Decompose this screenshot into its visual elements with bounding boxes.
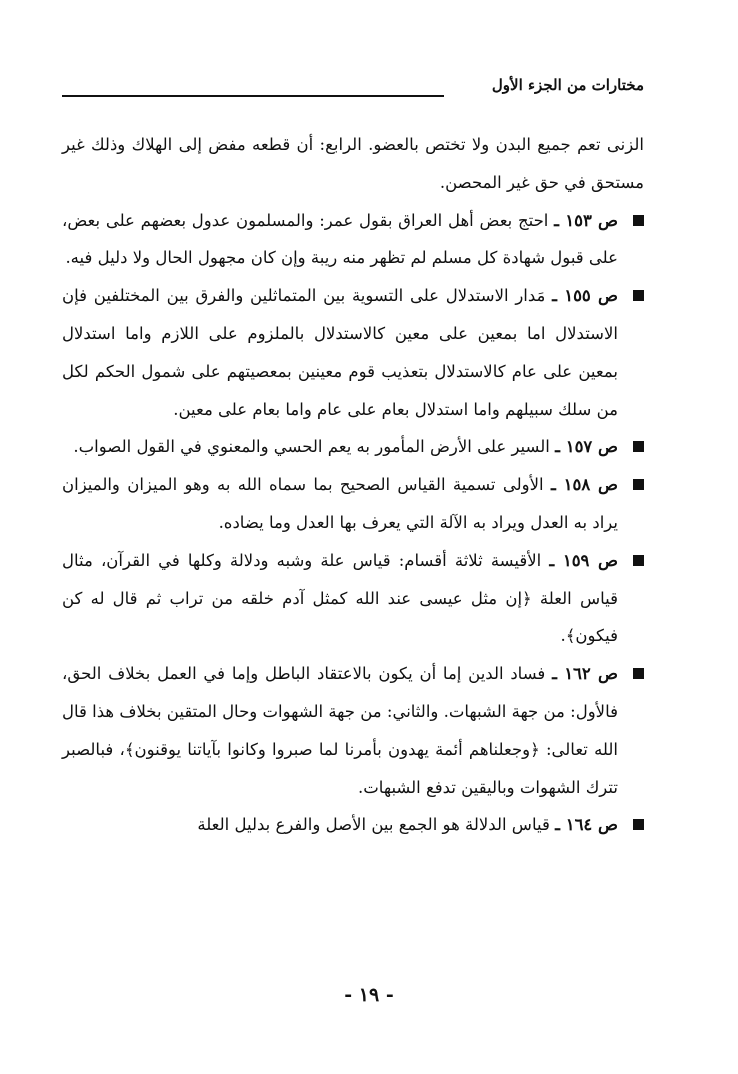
square-bullet-icon bbox=[633, 215, 644, 226]
entry-page-ref: ص ١٥٧ ـ bbox=[555, 437, 618, 457]
square-bullet-icon bbox=[633, 819, 644, 830]
page-body bbox=[62, 126, 644, 844]
entry-page-ref: ص ١٦٤ ـ bbox=[555, 815, 618, 835]
entry-153 bbox=[62, 202, 644, 278]
running-header bbox=[62, 72, 644, 108]
entry-page-ref: ص ١٥٩ ـ bbox=[549, 550, 618, 570]
intro-paragraph: الزنى تعم جميع البدن ولا تختص بالعضو. الرابع: أن قطعه مفض إلى الهلاك وذلك غير مستحق في حق غير المحصن. bbox=[62, 135, 644, 192]
square-bullet-icon bbox=[633, 441, 644, 452]
entry-page-ref: ص ١٦٢ ـ bbox=[552, 664, 618, 684]
entry-text: مَدار الاستدلال على التسوية بين المتماثلين والفرق بين المختلفين فإن الاستدلال اما بمعين على معين كالاستدلال بالملزوم على اللازم واما استدلال بمعين على عام كالاستدلال بتعذيب قوم معينين بمعصيتهم على شمول الحكم لكل من سلك سبيلهم واما استدلال بعام على عام واما بعام على معين. bbox=[62, 286, 618, 419]
entry-159 bbox=[62, 542, 644, 655]
entry-page-ref: ص ١٥٥ ـ bbox=[552, 286, 618, 306]
square-bullet-icon bbox=[633, 290, 644, 301]
entry-text: قياس الدلالة هو الجمع بين الأصل والفرع بدليل العلة bbox=[197, 815, 550, 835]
entry-page-ref: ص ١٥٣ ـ bbox=[554, 210, 618, 230]
entry-text: فساد الدين إما أن يكون بالاعتقاد الباطل وإما في العمل بخلاف الحق، فالأول: من جهة الشبهات. والثاني: من جهة الشهوات وحال المتقين بخلاف هذا قال الله تعالى: ﴿وجعلناهم أئمة يهدون بأمرنا لما صبروا وكانوا بآياتنا يوقنون﴾، فبالصبر تترك الشهوات وباليقين تدفع الشبهات. bbox=[62, 664, 618, 797]
page-number: - ١٩ - bbox=[344, 984, 394, 1006]
entry-157 bbox=[62, 428, 644, 466]
entry-162 bbox=[62, 655, 644, 806]
entry-page-ref: ص ١٥٨ ـ bbox=[550, 475, 618, 495]
entry-158 bbox=[62, 466, 644, 542]
entry-text: السير على الأرض المأمور به يعم الحسي والمعنوي في القول الصواب. bbox=[73, 437, 550, 457]
square-bullet-icon bbox=[633, 555, 644, 566]
square-bullet-icon bbox=[633, 668, 644, 679]
square-bullet-icon bbox=[633, 479, 644, 490]
entry-text: الأقيسة ثلاثة أقسام: قياس علة وشبه ودلالة وكلها في القرآن، مثال قياس العلة ﴿إن مثل عيسى عند الله كمثل آدم خلقه من تراب ثم قال له كن فيكون﴾. bbox=[62, 550, 618, 646]
entry-text: احتج بعض أهل العراق بقول عمر: والمسلمون عدول بعضهم على بعض، على قبول شهادة كل مسلم لم تظهر منه ريبة وإن كان مجهول الحال ولا دليل فيه. bbox=[62, 210, 618, 268]
entry-164 bbox=[62, 806, 644, 844]
entry-155 bbox=[62, 277, 644, 428]
entry-text: الأولى تسمية القياس الصحيح بما سماه الله به وهو الميزان والميزان يراد به العدل ويراد به الآلة التي يعرف بها العدل وما يضاده. bbox=[62, 475, 618, 532]
header-title: مختارات من الجزء الأول bbox=[491, 76, 644, 94]
